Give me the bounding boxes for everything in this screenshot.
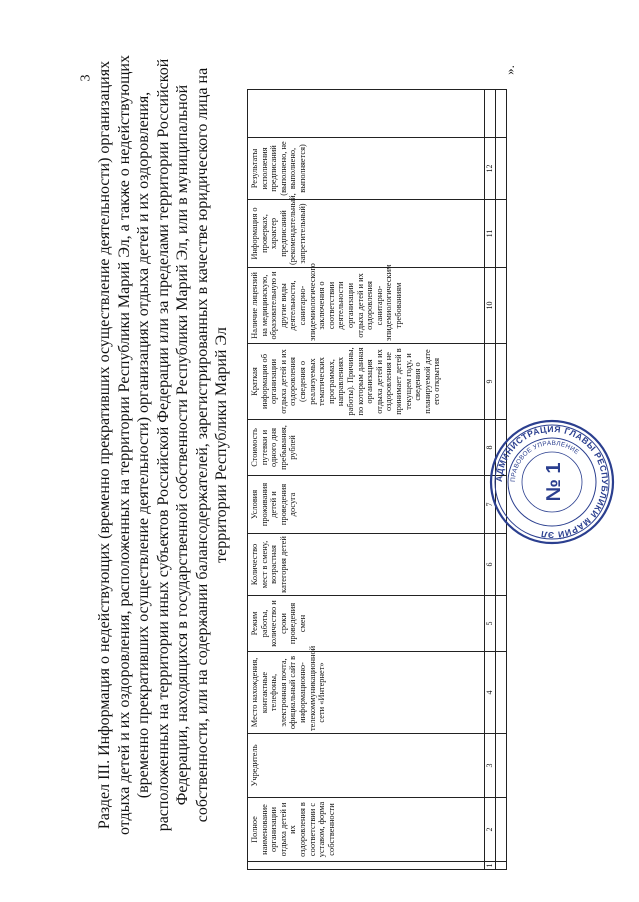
table-cell (496, 138, 507, 200)
official-stamp (488, 418, 616, 546)
table-header-cell (248, 862, 485, 870)
table-header-cell: Информация о проверках, характер предписаний (рекомендательный, запретительный) (248, 200, 485, 268)
closing-quote-mark: ». (501, 65, 517, 75)
table-cell (496, 268, 507, 344)
table-header-cell: Учредитель (248, 734, 485, 798)
table-number-cell: 3 (485, 734, 496, 798)
table-cell (496, 596, 507, 652)
table-cell (496, 862, 507, 870)
table-cell (496, 652, 507, 734)
table-cell (496, 734, 507, 798)
table-number-cell: 5 (485, 596, 496, 652)
table-header-row (248, 90, 485, 870)
table-number-cell: 1 (485, 863, 494, 868)
table-cell (496, 90, 507, 138)
table-header-cell: Количество мест в смену, возрастная категория детей (248, 534, 485, 596)
table-cell (496, 798, 507, 862)
page-number: 3 (78, 74, 94, 82)
section-heading: Раздел III. Информация о недействующих (временно прекративших осуществление деятельности) организациях отдыха детей и их оздоровления, расположенных на территории Республики Марий Эл, а также о недействующих (временно прекративших осуществление деятельности) организациях отдыха детей и их оздоровления, расположенных на территории иных субъектов Российской Федерации или за пределами территории Российской Федерации, находящихся в государственной собственности Республики Марий Эл, или в муниципальной собственности, или на содержании балансодержателей, зарегистрированных в качестве юридического лица на территории Республики Марий Эл (96, 55, 230, 836)
table-header-cell: Условия проживания детей и проведения досуга (248, 476, 485, 534)
table-header-cell: Полное наименование организации отдыха детей и их оздоровления в соответствии с уставом, форма собственности (248, 798, 485, 862)
table-number-cell: 8 (485, 420, 496, 476)
table-number-cell: 4 (485, 652, 496, 734)
stamp-center-number: № 1 (543, 462, 565, 502)
table-header-cell: Результаты исполнения предписаний (выполнено, не выполнено, выполняется) (248, 138, 485, 200)
table-number-cell: 2 (485, 798, 496, 862)
table-header-cell: Режим работы, количество и сроки проведения смен (248, 596, 485, 652)
table-number-cell: 10 (485, 268, 496, 344)
table-number-cell: 6 (485, 534, 496, 596)
table-number-cell: 9 (485, 344, 496, 420)
table-header-cell (248, 90, 485, 138)
table-number-cell (485, 90, 496, 138)
table-number-cell: 7 (485, 476, 496, 534)
table-number-cell: 11 (485, 200, 496, 268)
stamp-outer-text: АДМИНИСТРАЦИЯ ГЛАВЫ РЕСПУБЛИКИ МАРИЙ ЭЛ (493, 423, 611, 541)
table-header-cell: Наличие лицензий на медицинскую, образовательную и другие виды деятельности, санитарно-эпидемиологического заключения о соответствии деятельности организации отдыха детей и их оздоровления санитарно-эпидемиологическим требованиям (248, 268, 485, 344)
table-cell (496, 344, 507, 420)
stamp-inner-text: ПРАВОВОЕ УПРАВЛЕНИЕ (509, 439, 581, 483)
table-cell (496, 200, 507, 268)
table-header-cell: Стоимость путевки и одного дня пребывания, рублей (248, 420, 485, 476)
table-header-cell: Место нахождения, контактные телефоны, электронная почта, официальный сайт в информационно-телекоммуникационной сети «Интернет» (248, 652, 485, 734)
table-header-cell: Краткая информация об организации отдыха детей и их оздоровления (сведения о реализуемых тематических программах, направлениях работы). Причины, по которым данная организация отдыха детей и их оздоровления не принимает детей в текущем году, и сведения о планируемой дате его открытия (248, 344, 485, 420)
organizations-table (247, 89, 507, 870)
table-number-cell: 12 (485, 138, 496, 200)
